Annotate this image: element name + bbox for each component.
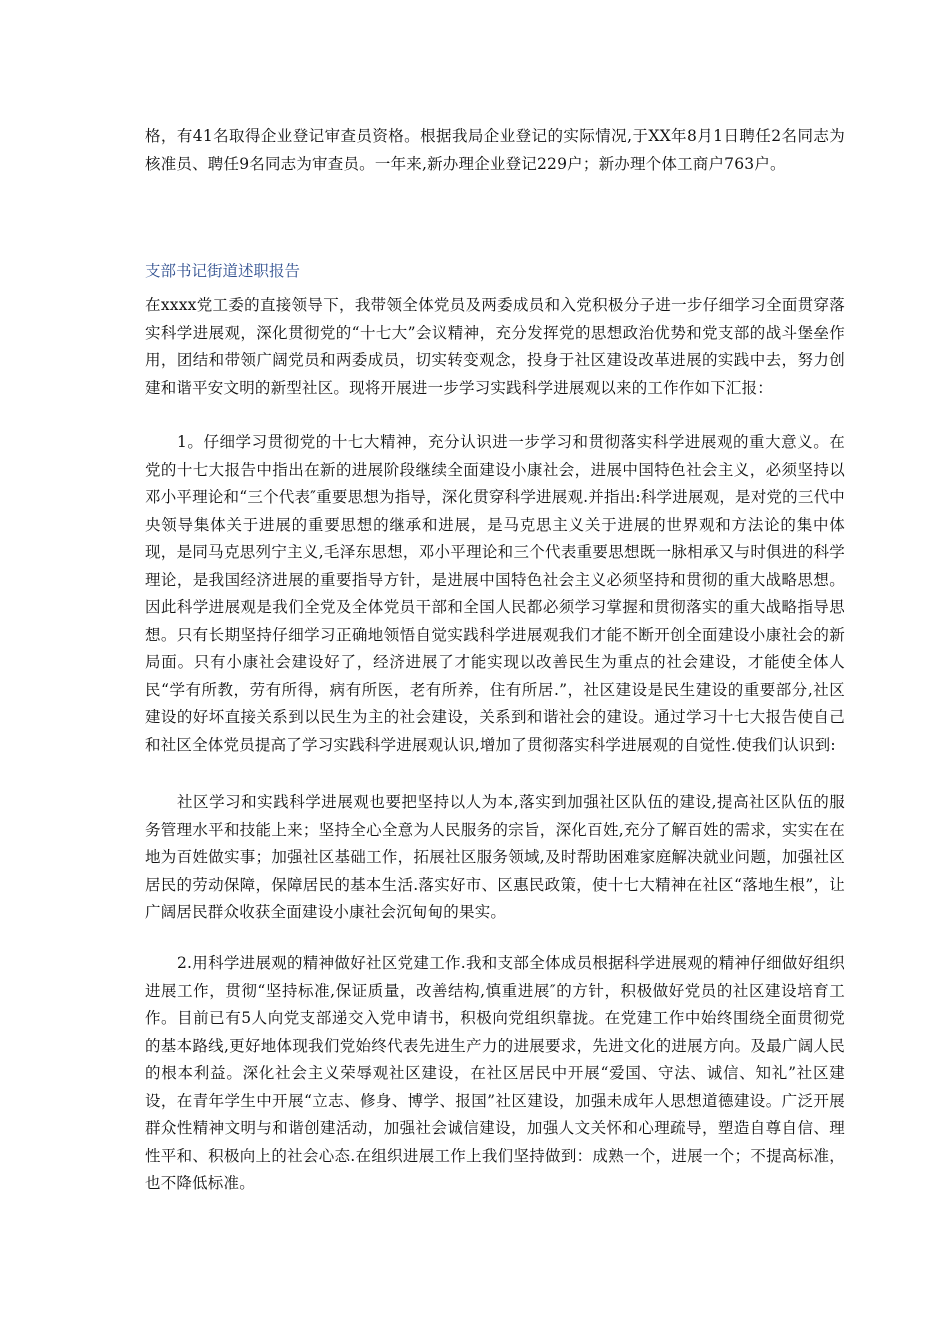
- item-1-paragraph: 1。仔细学习贯彻党的十七大精神，充分认识进一步学习和贯彻落实科学进展观的重大意义。在党的十七大报告中指出在新的进展阶段继续全面建设小康社会，进展中国特色社会主义，必须坚持以邓小平理论和“三个代表″重要思想为指导，深化贯穿科学进展观.并指出:科学进展观，是对党的三代中央领导集体关于进展的重要思想的继承和进展，是马克思主义关于进展的世界观和方法论的集中体现，是同马克思列宁主义,毛泽东思想，邓小平理论和三个代表重要思想既一脉相承又与时俱进的科学理论，是我国经济进展的重要指导方针，是进展中国特色社会主义必须坚持和贯彻的重大战略思想。因此科学进展观是我们全党及全体党员干部和全国人民都必须学习掌握和贯彻落实的重大战略指导思想。只有长期坚持仔细学习正确地领悟自觉实践科学进展观我们才能不断开创全面建设小康社会的新局面。只有小康社会建设好了，经济进展了才能实现以改善民生为重点的社会建设，才能使全体人民“学有所教，劳有所得，病有所医，老有所养，住有所居.”，社区建设是民生建设的重要部分,社区建设的好坏直接关系到以民生为主的社会建设，关系到和谐社会的建设。通过学习十七大报告使自己和社区全体党员提高了学习实践科学进展观认识,增加了贯彻落实科学进展观的自觉性.使我们认识到:: [145, 433, 845, 754]
- intro-paragraph: 在xxxx党工委的直接领导下，我带领全体党员及两委成员和入党积极分子进一步仔细学习全面贯穿落实科学进展观，深化贯彻党的“十七大”会议精神，充分发挥党的思想政治优势和党支部的战斗堡垒作用，团结和带领广阔党员和两委成员，切实转变观念，投身于社区建设改革进展的实践中去，努力创建和谐平安文明的新型社区。现将开展进一步学习实践科学进展观以来的工作作如下汇报：: [145, 296, 845, 397]
- section-title: 支部书记街道述职报告: [145, 262, 301, 280]
- item-2-paragraph: 2.用科学进展观的精神做好社区党建工作.我和支部全体成员根据科学进展观的精神仔细做好组织进展工作，贯彻“坚持标准,保证质量，改善结构,慎重进展″的方针，积极做好党员的社区建设培育工作。目前已有5人向党支部递交入党申请书，积极向党组织靠拢。在党建工作中始终围绕全面贯彻党的基本路线,更好地体现我们党始终代表先进生产力的进展要求，先进文化的进展方向。及最广阔人民的根本利益。深化社会主义荣辱观社区建设，在社区居民中开展“爱国、守法、诚信、知礼”社区建设，在青年学生中开展“立志、修身、博学、报国”社区建设，加强未成年人思想道德建设。广泛开展群众性精神文明与和谐创建活动，加强社会诚信建设，加强人文关怀和心理疏导，塑造自尊自信、理性平和、积极向上的社会心态.在组织进展工作上我们坚持做到：成熟一个，进展一个；不提高标准，也不降低标准。: [145, 954, 845, 1192]
- community-paragraph: 社区学习和实践科学进展观也要把坚持以人为本,落实到加强社区队伍的建设,提高社区队伍的服务管理水平和技能上来；坚持全心全意为人民服务的宗旨，深化百姓,充分了解百姓的需求，实实在在地为百姓做实事；加强社区基础工作，拓展社区服务领域,及时帮助困难家庭解决就业问题，加强社区居民的劳动保障，保障居民的基本生活.落实好市、区惠民政策，使十七大精神在社区“落地生根”，让广阔居民群众收获全面建设小康社会沉甸甸的果实。: [145, 793, 845, 921]
- top-paragraph: 格，有41名取得企业登记审查员资格。根据我局企业登记的实际情况,于XX年8月1日聘任2名同志为核准员、聘任9名同志为审查员。一年来,新办理企业登记229户；新办理个体工商户763户。: [145, 127, 845, 173]
